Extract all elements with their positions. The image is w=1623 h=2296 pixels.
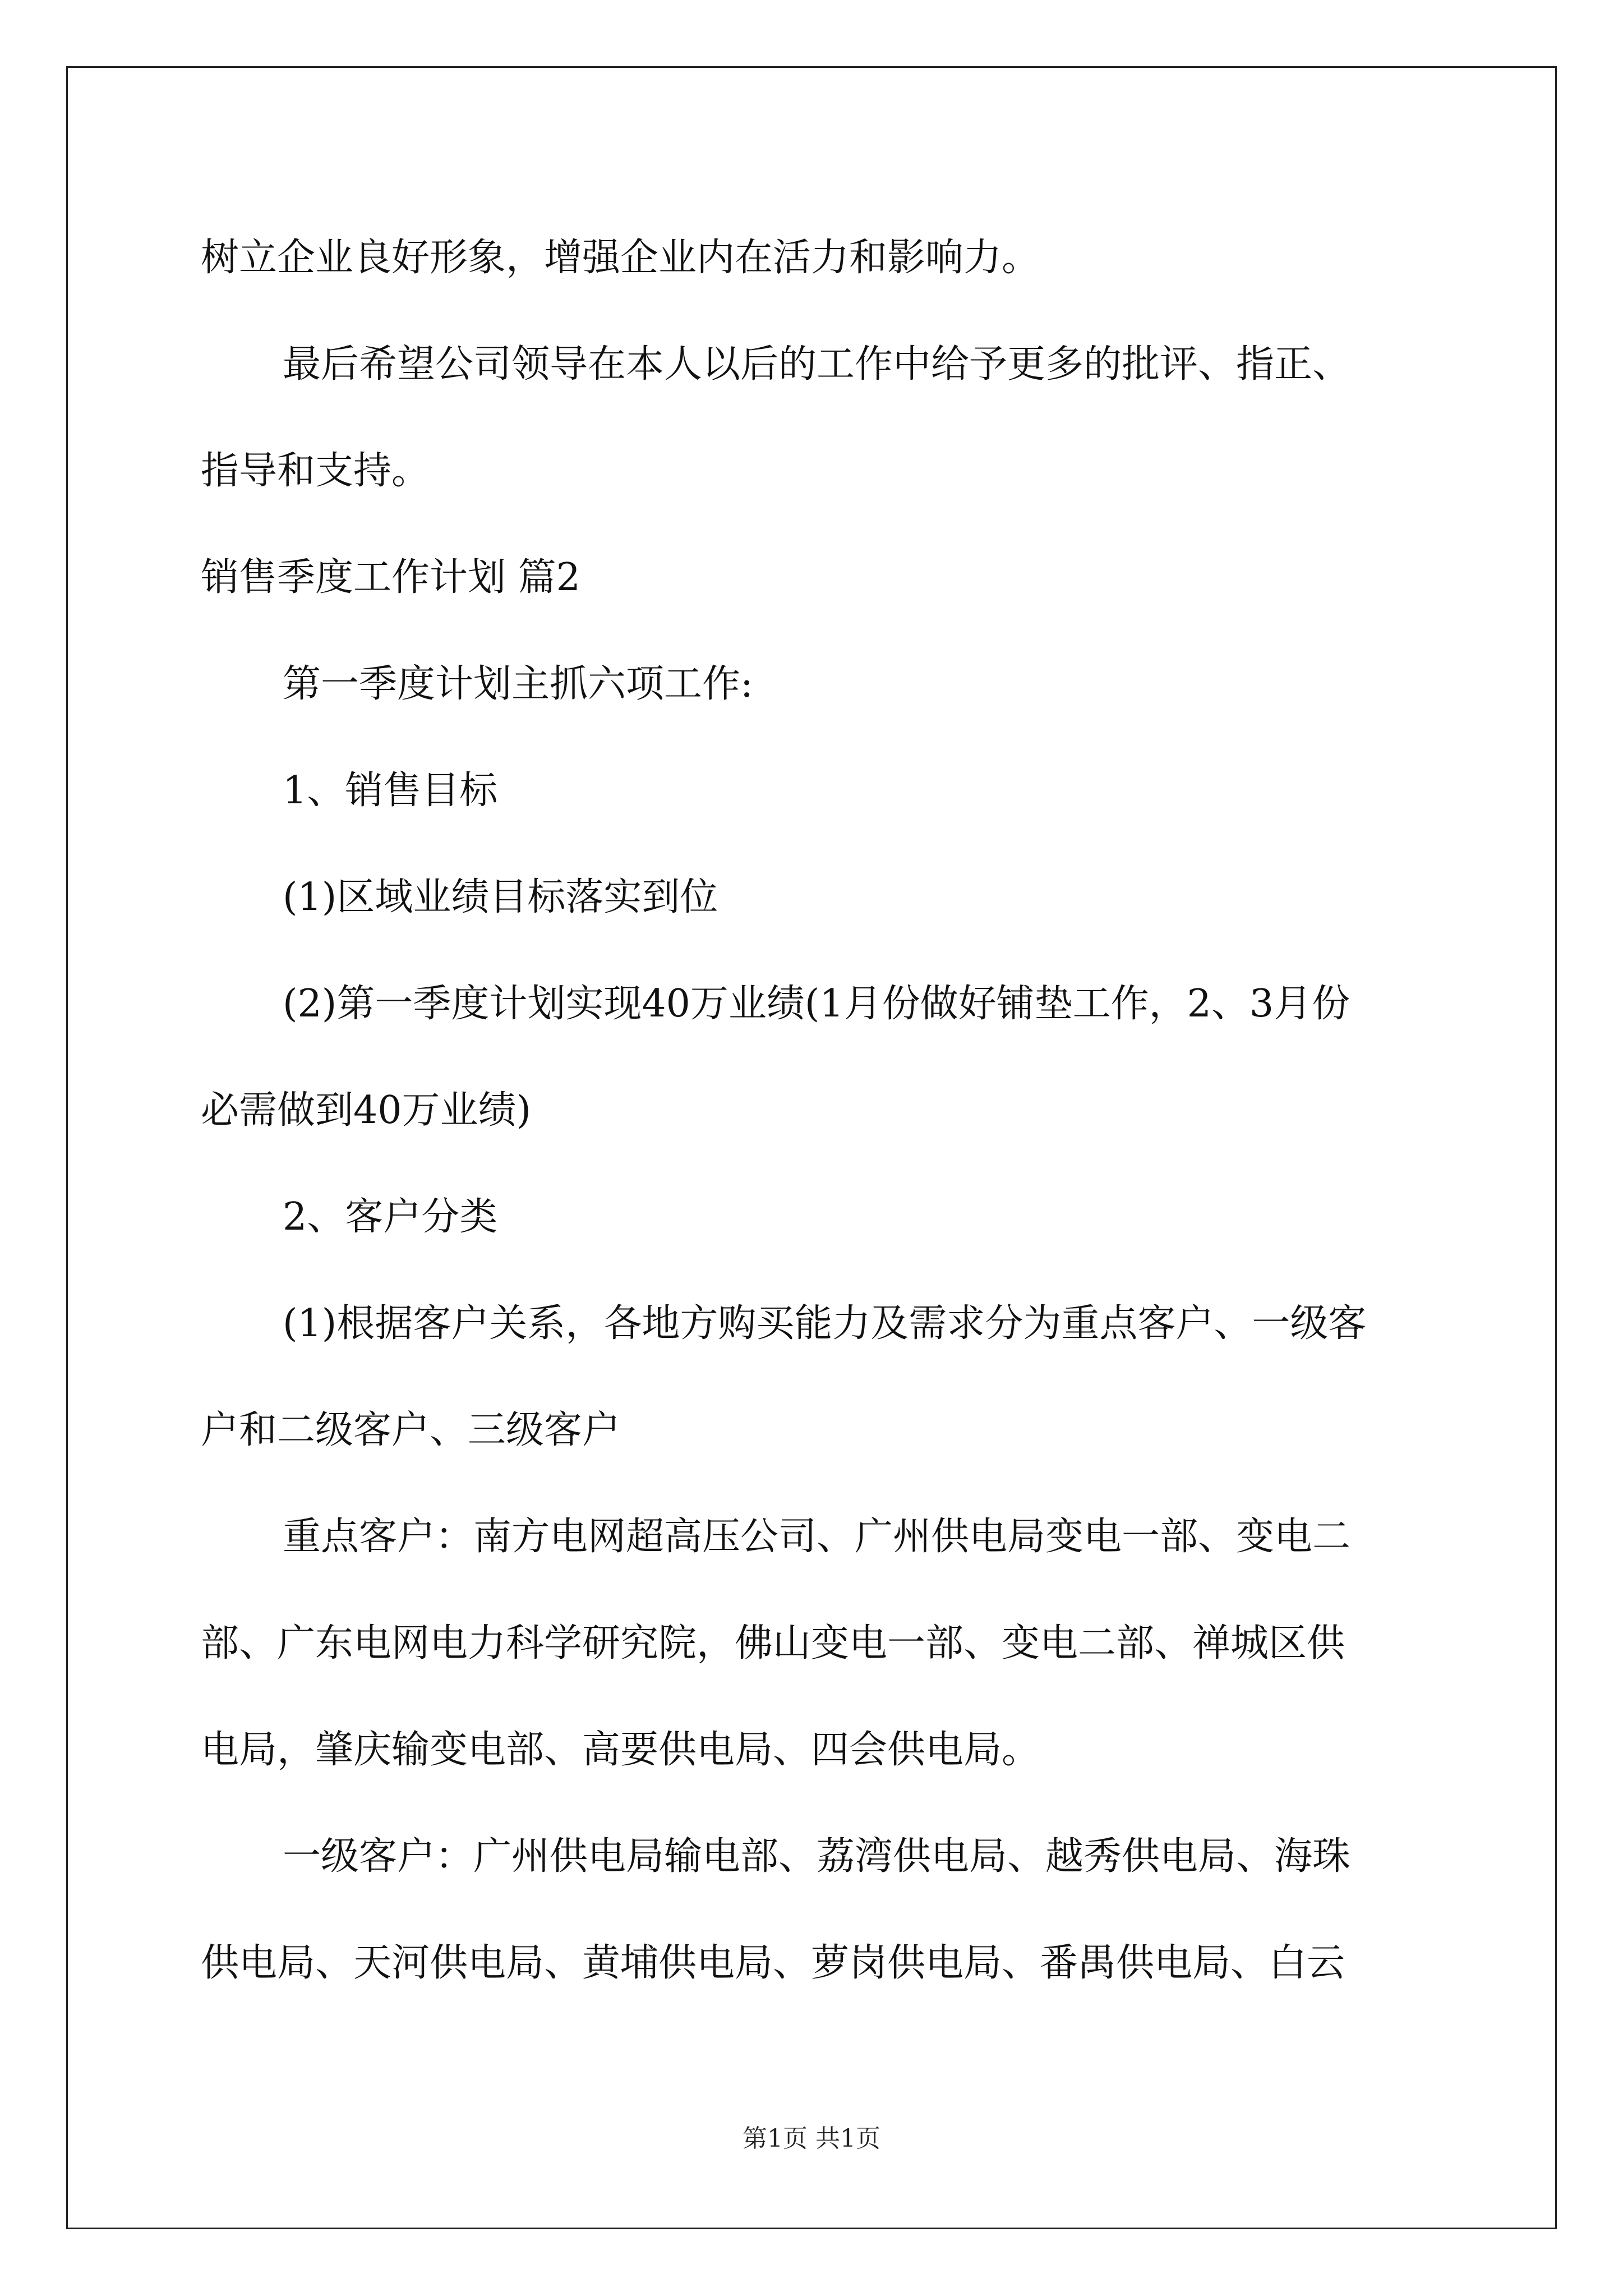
text-line: 最后希望公司领导在本人以后的工作中给予更多的批评、指正、	[283, 342, 1351, 386]
text-line: 指导和支持。	[201, 449, 430, 493]
text-line: 部、广东电网电力科学研究院，佛山变电一部、变电二部、禅城区供	[201, 1621, 1345, 1665]
section-heading: 销售季度工作计划 篇2	[201, 555, 580, 600]
page-footer: 第1页 共1页	[743, 2124, 880, 2153]
text-line: 户和二级客户、三级客户	[201, 1408, 621, 1452]
document-body	[201, 205, 1429, 2017]
text-line: 供电局、天河供电局、黄埔供电局、萝岗供电局、番禺供电局、白云	[201, 1941, 1345, 1985]
list-heading: 1、销售目标	[283, 769, 498, 813]
text-line: 第一季度计划主抓六项工作:	[283, 662, 753, 706]
text-line: (2)第一季度计划实现40万业绩(1月份做好铺垫工作，2、3月份	[283, 982, 1350, 1026]
text-line: 重点客户：南方电网超高压公司、广州供电局变电一部、变电二	[283, 1515, 1351, 1559]
text-line: 电局，肇庆输变电部、高要供电局、四会供电局。	[201, 1728, 1040, 1772]
text-line: 一级客户：广州供电局输电部、荔湾供电局、越秀供电局、海珠	[283, 1834, 1351, 1879]
text-line: (1)区域业绩目标落实到位	[283, 875, 718, 919]
list-heading: 2、客户分类	[283, 1195, 498, 1239]
text-line: 树立企业良好形象，增强企业内在活力和影响力。	[201, 236, 1040, 280]
text-line: (1)根据客户关系，各地方购买能力及需求分为重点客户、一级客	[283, 1301, 1367, 1346]
text-line: 必需做到40万业绩)	[201, 1088, 532, 1133]
